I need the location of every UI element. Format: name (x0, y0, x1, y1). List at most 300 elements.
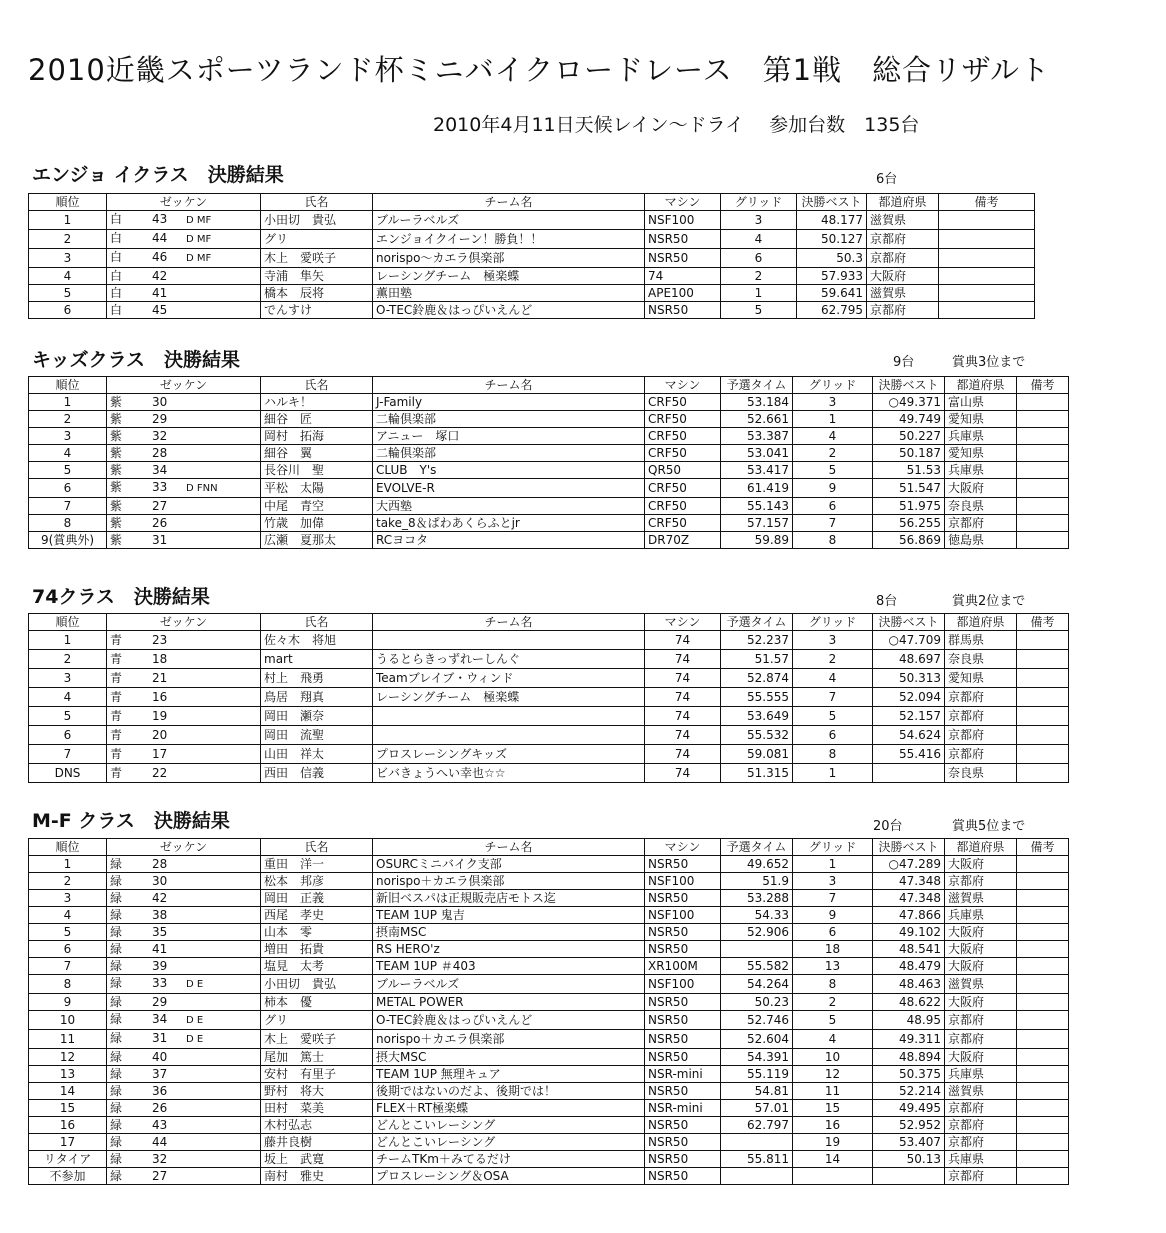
pos-cell: 6 (29, 941, 107, 958)
column-header: 都道府県 (945, 614, 1017, 631)
best-cell (873, 1168, 945, 1185)
best-cell: 48.463 (873, 975, 945, 994)
table-row (29, 445, 1069, 462)
bib-cell (107, 941, 261, 958)
note-cell (1017, 1100, 1069, 1117)
bib-color: 緑 (110, 1169, 123, 1183)
name-cell: 山本 零 (261, 924, 373, 941)
team-cell: J-Family (373, 394, 645, 411)
pos-cell: 11 (29, 1030, 107, 1049)
team-cell: O-TEC鈴鹿＆はっぴいえんど (373, 1011, 645, 1030)
grid-cell: 4 (793, 1030, 873, 1049)
name-cell: 鳥居 翔真 (261, 688, 373, 707)
name-cell: 柿本 優 (261, 994, 373, 1011)
bib-color: 紫 (110, 480, 123, 494)
bib-color: 緑 (110, 1084, 123, 1098)
note-cell (1017, 941, 1069, 958)
note-cell (1017, 890, 1069, 907)
bib-tag: D MF (186, 253, 212, 264)
name-cell: 村上 飛勇 (261, 669, 373, 688)
bib-number: 23 (152, 633, 168, 647)
bib-cell (107, 975, 261, 994)
qual-cell: 55.119 (721, 1066, 793, 1083)
bib-cell (107, 688, 261, 707)
note-cell (1017, 650, 1069, 669)
bib-color: 緑 (110, 959, 123, 973)
qual-cell: 54.264 (721, 975, 793, 994)
name-cell: 細谷 匠 (261, 411, 373, 428)
machine-cell: 74 (645, 631, 721, 650)
grid-cell: 3 (793, 394, 873, 411)
best-cell: 47.348 (873, 890, 945, 907)
pref-cell: 大阪府 (945, 479, 1017, 498)
pos-cell: 5 (29, 285, 107, 302)
pos-cell: 13 (29, 1066, 107, 1083)
note-cell (1017, 428, 1069, 445)
name-cell: 田村 菜美 (261, 1100, 373, 1117)
note-cell (1017, 445, 1069, 462)
grid-cell: 8 (793, 532, 873, 549)
note-cell (1017, 1049, 1069, 1066)
table-row (29, 975, 1069, 994)
bib-number: 36 (152, 1084, 168, 1098)
table-row (29, 726, 1069, 745)
table-row (29, 764, 1069, 783)
column-header: マシン (645, 839, 721, 856)
team-cell: 二輪倶楽部 (373, 411, 645, 428)
pos-cell: 8 (29, 975, 107, 994)
pos-cell: 不参加 (29, 1168, 107, 1185)
note-cell (1017, 1030, 1069, 1049)
bib-number: 29 (152, 995, 168, 1009)
bib-color: 白 (110, 286, 123, 300)
team-cell: 大西塾 (373, 498, 645, 515)
team-cell: 二輪倶楽部 (373, 445, 645, 462)
machine-cell: NSR50 (645, 1030, 721, 1049)
machine-cell: NSR50 (645, 941, 721, 958)
bib-number: 19 (152, 709, 168, 723)
bib-tag: D E (186, 1034, 204, 1045)
bib-color: 緑 (110, 976, 123, 990)
bib-number: 28 (152, 446, 168, 460)
table-row (29, 650, 1069, 669)
pref-cell: 奈良県 (945, 498, 1017, 515)
pos-cell: 7 (29, 498, 107, 515)
bib-number: 41 (152, 942, 168, 956)
bib-color: 青 (110, 671, 123, 685)
bib-number: 29 (152, 412, 168, 426)
machine-cell: NSR50 (645, 302, 721, 319)
bib-cell (107, 1011, 261, 1030)
qual-cell: 50.23 (721, 994, 793, 1011)
bib-cell (107, 726, 261, 745)
section-count-mf: 20台 (873, 819, 903, 834)
table-row (29, 1011, 1069, 1030)
bib-cell (107, 462, 261, 479)
pos-cell: リタイア (29, 1151, 107, 1168)
team-cell: norispo～カエラ倶楽部 (373, 249, 645, 268)
name-cell: 山田 祥太 (261, 745, 373, 764)
column-header: グリッド (721, 194, 797, 211)
bib-number: 27 (152, 1169, 168, 1183)
column-header: チーム名 (373, 614, 645, 631)
bib-number: 37 (152, 1067, 168, 1081)
pref-cell: 京都府 (945, 1100, 1017, 1117)
column-header: チーム名 (373, 839, 645, 856)
pref-cell: 京都府 (867, 302, 939, 319)
pos-cell: 3 (29, 428, 107, 445)
best-cell: 51.53 (873, 462, 945, 479)
team-cell: ビバきょうへい幸也☆☆ (373, 764, 645, 783)
pref-cell: 京都府 (945, 1117, 1017, 1134)
bib-number: 21 (152, 671, 168, 685)
name-cell: 野村 将大 (261, 1083, 373, 1100)
pos-cell: 17 (29, 1134, 107, 1151)
table-row (29, 1134, 1069, 1151)
note-cell (1017, 975, 1069, 994)
column-header: 都道府県 (945, 839, 1017, 856)
bib-number: 43 (152, 1118, 168, 1132)
grid-cell: 8 (793, 745, 873, 764)
column-header: ゼッケン (107, 839, 261, 856)
table-row (29, 707, 1069, 726)
machine-cell: NSR50 (645, 1011, 721, 1030)
bib-cell (107, 764, 261, 783)
pos-cell: 2 (29, 873, 107, 890)
machine-cell: CRF50 (645, 445, 721, 462)
bib-cell (107, 924, 261, 941)
table-row (29, 428, 1069, 445)
pref-cell: 滋賀県 (867, 285, 939, 302)
team-cell: ブルーラベルズ (373, 211, 645, 230)
note-cell (1017, 907, 1069, 924)
table-row (29, 211, 1035, 230)
column-header: 順位 (29, 839, 107, 856)
bib-color: 白 (110, 212, 123, 226)
column-header: ゼッケン (107, 194, 261, 211)
table-row (29, 907, 1069, 924)
name-cell: 南村 雅史 (261, 1168, 373, 1185)
bib-cell (107, 479, 261, 498)
grid-cell: 11 (793, 1083, 873, 1100)
machine-cell: CRF50 (645, 394, 721, 411)
pos-cell: 3 (29, 669, 107, 688)
best-cell: 48.177 (797, 211, 867, 230)
note-cell (1017, 669, 1069, 688)
pref-cell: 京都府 (945, 726, 1017, 745)
note-cell (1017, 707, 1069, 726)
bib-color: 青 (110, 747, 123, 761)
best-cell: 49.495 (873, 1100, 945, 1117)
qual-cell: 52.604 (721, 1030, 793, 1049)
grid-cell: 4 (721, 230, 797, 249)
bib-color: 緑 (110, 925, 123, 939)
table-row (29, 1049, 1069, 1066)
machine-cell: NSR50 (645, 994, 721, 1011)
grid-cell: 1 (793, 411, 873, 428)
name-cell: 寺浦 隼矢 (261, 268, 373, 285)
grid-cell: 1 (721, 285, 797, 302)
name-cell: グリ (261, 1011, 373, 1030)
best-cell: ○49.371 (873, 394, 945, 411)
bib-number: 30 (152, 874, 168, 888)
bib-color: 紫 (110, 429, 123, 443)
best-cell: 50.227 (873, 428, 945, 445)
qual-cell (721, 1168, 793, 1185)
pref-cell: 奈良県 (945, 650, 1017, 669)
bib-color: 青 (110, 690, 123, 704)
section-title-enjoy: エンジョ イクラス 決勝結果 (32, 164, 284, 186)
bib-cell (107, 498, 261, 515)
grid-cell: 7 (793, 890, 873, 907)
team-cell: レーシングチーム 極楽蝶 (373, 688, 645, 707)
name-cell: 平松 太陽 (261, 479, 373, 498)
note-cell (1017, 688, 1069, 707)
grid-cell: 15 (793, 1100, 873, 1117)
note-cell (939, 268, 1035, 285)
pos-cell: 1 (29, 394, 107, 411)
best-cell: ○47.709 (873, 631, 945, 650)
team-cell: RS HERO'z (373, 941, 645, 958)
note-cell (1017, 924, 1069, 941)
team-cell: Teamブレイブ・ウィンド (373, 669, 645, 688)
table-row (29, 532, 1069, 549)
machine-cell: 74 (645, 268, 721, 285)
grid-cell: 10 (793, 1049, 873, 1066)
bib-cell (107, 1100, 261, 1117)
grid-cell: 5 (721, 302, 797, 319)
grid-cell: 9 (793, 479, 873, 498)
section-count-kids: 9台 (893, 355, 915, 370)
team-cell: どんとこいレーシング (373, 1117, 645, 1134)
bib-cell (107, 230, 261, 249)
bib-number: 16 (152, 690, 168, 704)
table-row (29, 394, 1069, 411)
note-cell (1017, 1117, 1069, 1134)
pref-cell: 大阪府 (945, 958, 1017, 975)
machine-cell: 74 (645, 745, 721, 764)
bib-cell (107, 445, 261, 462)
qual-cell: 53.041 (721, 445, 793, 462)
machine-cell: NSR50 (645, 1083, 721, 1100)
table-row (29, 1066, 1069, 1083)
column-header: 氏名 (261, 614, 373, 631)
pos-cell: 12 (29, 1049, 107, 1066)
results-table-enjoy (28, 193, 1035, 319)
machine-cell: NSF100 (645, 211, 721, 230)
bib-color: 白 (110, 231, 123, 245)
pref-cell: 群馬県 (945, 631, 1017, 650)
note-cell (1017, 1083, 1069, 1100)
name-cell: 木上 愛咲子 (261, 1030, 373, 1049)
bib-tag: D E (186, 979, 204, 990)
pref-cell: 京都府 (945, 688, 1017, 707)
grid-cell (793, 1168, 873, 1185)
best-cell: 48.541 (873, 941, 945, 958)
qual-cell: 57.01 (721, 1100, 793, 1117)
table-header-row (29, 377, 1069, 394)
table-row (29, 498, 1069, 515)
bib-color: 紫 (110, 395, 123, 409)
page-title: 2010近畿スポーツランド杯ミニバイクロードレース 第1戦 総合リザルト (28, 53, 1051, 87)
machine-cell: CRF50 (645, 515, 721, 532)
column-header: 備考 (939, 194, 1035, 211)
note-cell (1017, 631, 1069, 650)
pos-cell: 7 (29, 745, 107, 764)
machine-cell: NSF100 (645, 975, 721, 994)
table-row (29, 411, 1069, 428)
pref-cell: 京都府 (945, 1030, 1017, 1049)
qual-cell: 55.811 (721, 1151, 793, 1168)
note-cell (1017, 1134, 1069, 1151)
qual-cell: 57.157 (721, 515, 793, 532)
pos-cell: 16 (29, 1117, 107, 1134)
qual-cell: 52.906 (721, 924, 793, 941)
team-cell: norispo＋カエラ倶楽部 (373, 873, 645, 890)
bib-number: 33 (152, 480, 168, 494)
column-header: 決勝ベスト (873, 839, 945, 856)
grid-cell: 2 (793, 445, 873, 462)
grid-cell: 12 (793, 1066, 873, 1083)
grid-cell: 7 (793, 688, 873, 707)
table-row (29, 688, 1069, 707)
machine-cell: XR100M (645, 958, 721, 975)
bib-number: 31 (152, 1031, 168, 1045)
bib-color: 緑 (110, 891, 123, 905)
bib-cell (107, 1083, 261, 1100)
grid-cell: 1 (793, 856, 873, 873)
qual-cell: 51.315 (721, 764, 793, 783)
best-cell: 53.407 (873, 1134, 945, 1151)
name-cell: 松本 邦彦 (261, 873, 373, 890)
qual-cell (721, 941, 793, 958)
pref-cell: 大阪府 (945, 994, 1017, 1011)
machine-cell: CRF50 (645, 411, 721, 428)
column-header: マシン (645, 194, 721, 211)
bib-color: 青 (110, 633, 123, 647)
machine-cell: 74 (645, 669, 721, 688)
pref-cell: 愛知県 (945, 411, 1017, 428)
best-cell: 49.749 (873, 411, 945, 428)
qual-cell: 52.874 (721, 669, 793, 688)
bib-color: 緑 (110, 874, 123, 888)
machine-cell: NSR50 (645, 890, 721, 907)
pref-cell: 兵庫県 (945, 1151, 1017, 1168)
note-cell (939, 302, 1035, 319)
note-cell (1017, 411, 1069, 428)
bib-color: 紫 (110, 499, 123, 513)
pos-cell: 1 (29, 631, 107, 650)
bib-cell (107, 428, 261, 445)
bib-color: 青 (110, 728, 123, 742)
table-row (29, 268, 1035, 285)
best-cell: 48.697 (873, 650, 945, 669)
name-cell: 岡田 流聖 (261, 726, 373, 745)
bib-number: 30 (152, 395, 168, 409)
qual-cell: 52.746 (721, 1011, 793, 1030)
results-table-mf (28, 838, 1069, 1185)
pref-cell: 兵庫県 (945, 1066, 1017, 1083)
grid-cell: 14 (793, 1151, 873, 1168)
best-cell: 52.952 (873, 1117, 945, 1134)
pref-cell: 富山県 (945, 394, 1017, 411)
bib-color: 白 (110, 269, 123, 283)
team-cell: RCヨコタ (373, 532, 645, 549)
name-cell: 西田 信義 (261, 764, 373, 783)
column-header: 備考 (1017, 377, 1069, 394)
section-count-74: 8台 (876, 594, 898, 609)
bib-cell (107, 856, 261, 873)
table-row (29, 462, 1069, 479)
name-cell: 岡田 瀬奈 (261, 707, 373, 726)
table-row (29, 1117, 1069, 1134)
bib-cell (107, 669, 261, 688)
grid-cell: 2 (721, 268, 797, 285)
team-cell: norispo＋カエラ倶楽部 (373, 1030, 645, 1049)
grid-cell: 18 (793, 941, 873, 958)
best-cell: 62.795 (797, 302, 867, 319)
qual-cell: 53.184 (721, 394, 793, 411)
bib-cell (107, 745, 261, 764)
team-cell: どんとこいレーシング (373, 1134, 645, 1151)
note-cell (1017, 726, 1069, 745)
qual-cell: 59.89 (721, 532, 793, 549)
best-cell: 49.311 (873, 1030, 945, 1049)
pos-cell: 6 (29, 302, 107, 319)
grid-cell: 2 (793, 994, 873, 1011)
best-cell: 48.95 (873, 1011, 945, 1030)
qual-cell: 51.57 (721, 650, 793, 669)
pos-cell: 9 (29, 994, 107, 1011)
team-cell: TEAM 1UP ＃403 (373, 958, 645, 975)
best-cell: 48.894 (873, 1049, 945, 1066)
best-cell: 55.416 (873, 745, 945, 764)
pref-cell: 京都府 (945, 745, 1017, 764)
results-table-74 (28, 613, 1069, 783)
grid-cell: 4 (793, 669, 873, 688)
name-cell: 木村弘志 (261, 1117, 373, 1134)
best-cell: 50.187 (873, 445, 945, 462)
qual-cell: 53.288 (721, 890, 793, 907)
name-cell: 坂上 武寛 (261, 1151, 373, 1168)
bib-number: 44 (152, 1135, 168, 1149)
pos-cell: 15 (29, 1100, 107, 1117)
bib-tag: D MF (186, 234, 212, 245)
team-cell: 後期ではないのだよ、後期では！ (373, 1083, 645, 1100)
machine-cell: NSF100 (645, 907, 721, 924)
bib-number: 32 (152, 429, 168, 443)
pos-cell: 9(賞典外) (29, 532, 107, 549)
note-cell (939, 249, 1035, 268)
pref-cell: 兵庫県 (945, 907, 1017, 924)
bib-color: 緑 (110, 1050, 123, 1064)
note-cell (1017, 394, 1069, 411)
qual-cell (721, 1134, 793, 1151)
bib-tag: D E (186, 1015, 204, 1026)
grid-cell: 1 (793, 764, 873, 783)
qual-cell: 54.391 (721, 1049, 793, 1066)
name-cell: 小田切 貴弘 (261, 975, 373, 994)
team-cell: TEAM 1UP 無理キュア (373, 1066, 645, 1083)
bib-number: 17 (152, 747, 168, 761)
bib-color: 紫 (110, 463, 123, 477)
table-row (29, 994, 1069, 1011)
grid-cell: 7 (793, 515, 873, 532)
table-row (29, 1151, 1069, 1168)
name-cell: 竹歳 加偉 (261, 515, 373, 532)
pref-cell: 兵庫県 (945, 428, 1017, 445)
name-cell: 安村 有里子 (261, 1066, 373, 1083)
